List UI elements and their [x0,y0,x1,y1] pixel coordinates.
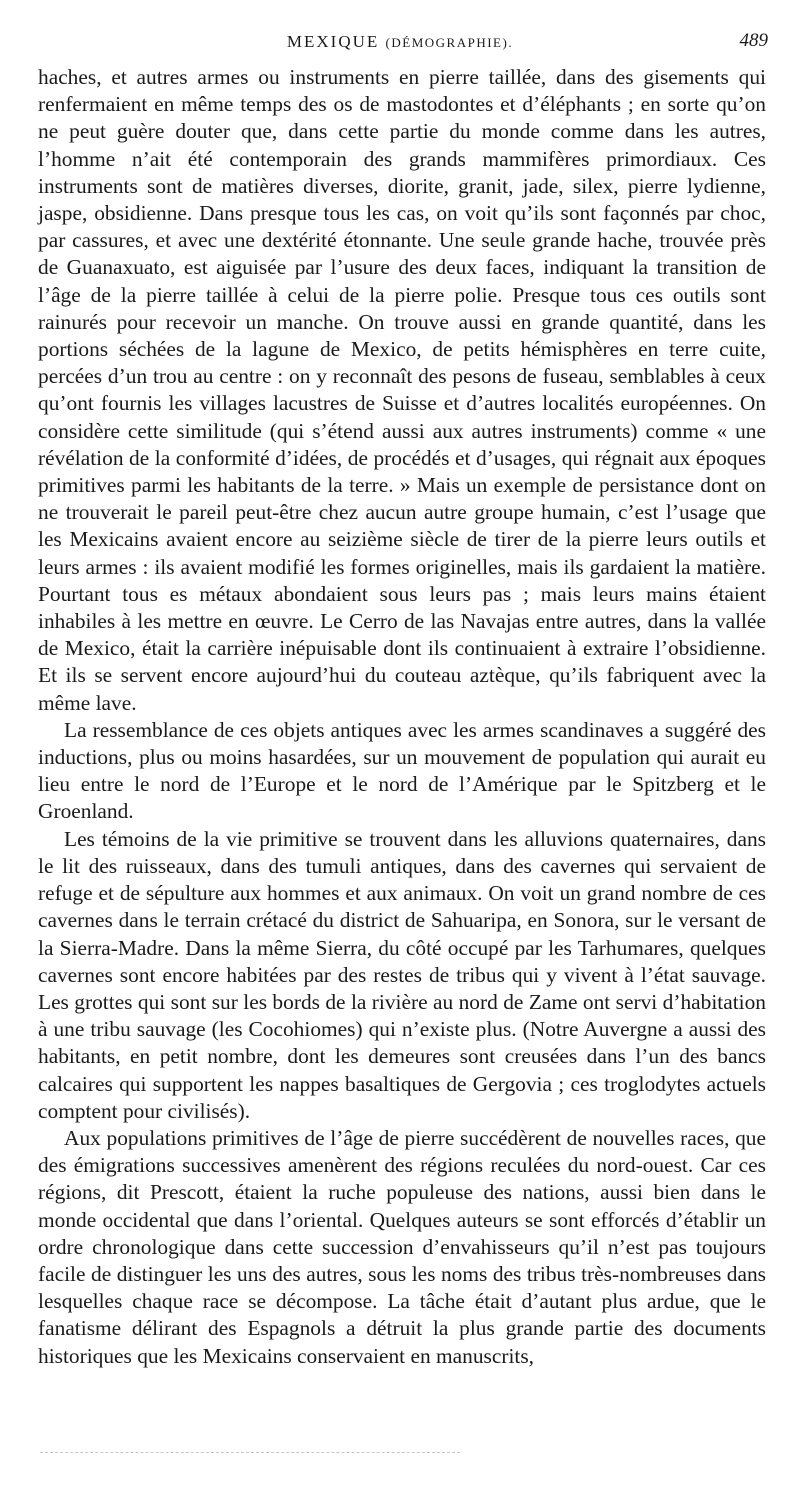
body-text [38,64,766,1370]
running-header [0,30,800,56]
running-title [0,32,800,52]
footer-rule [40,1452,460,1453]
page-number: 489 [739,30,768,51]
paragraph: Aux populations primitives de l’âge de pierre succédèrent de nouvelles races, que des émigrations successives amenèrent des régions reculées du nord-ouest. Car ces régions, dit Prescott, étaient la ruche populeuse des nations, aussi bien dans le monde occidental que dans l’oriental. Quelques auteurs se sont efforcés d’établir un ordre chronologique dans cette succession d’envahisseurs qu’il n’est pas toujours facile de distinguer les uns des autres, sous les noms des tribus très-nombreuses dans lesquelles chaque race se décompose. La tâche était d’autant plus ardue, que le fanatisme délirant des Espagnols a détruit la plus grande partie des documents historiques que les Mexicains conservaient en manuscrits, [38,1125,766,1368]
paragraph: La ressemblance de ces objets antiques avec les armes scandinaves a suggéré des inductions, plus ou moins hasardées, sur un mouvement de population qui aurait eu lieu entre le nord de l’Europe et le nord de l’Amérique par le Spitzberg et le Groenland. [38,717,766,824]
header-subtitle: (DÉMOGRAPHIE). [385,35,514,50]
paragraph: Les témoins de la vie primitive se trouvent dans les alluvions quaternaires, dans le lit des ruisseaux, dans des tumuli antiques, dans des cavernes qui servaient de refuge et de sépulture aux hommes et aux animaux. On voit un grand nombre de ces cavernes dans le terrain crétacé du district de Sahuaripa, en Sonora, sur le versant de la Sierra-Madre. Dans la même Sierra, du côté occupé par les Tarhumares, quelques cavernes sont encore habitées par des restes de tribus qui y vivent à l’état sauvage. Les grottes qui sont sur les bords de la rivière au nord de Zame ont servi d’habitation à une tribu sauvage (les Cocohiomes) qui n’existe plus. (Notre Auvergne a aussi des habitants, en petit nombre, dont les demeures sont creusées dans l’un des bancs calcaires qui supportent les nappes basaltiques de Gergovia ; ces troglodytes actuels comptent pour civilisés). [38,826,766,1123]
paragraph: haches, et autres armes ou instruments en pierre taillée, dans des gisements qui renfermaient en même temps des os de mastodontes et d’éléphants ; en sorte qu’on ne peut guère douter que, dans cette partie du monde comme dans les autres, l’homme n’ait été contemporain des grands mammifères primordiaux. Ces instruments sont de matières diverses, diorite, granit, jade, silex, pierre lydienne, jaspe, obsidienne. Dans presque tous les cas, on voit qu’ils sont façonnés par choc, par cassures, et avec une dextérité étonnante. Une seule grande hache, trouvée près de Guanaxuato, est aiguisée par l’usure des deux faces, indiquant la transition de l’âge de la pierre taillée à celui de la pierre polie. Presque tous ces outils sont rainurés pour recevoir un manche. On trouve aussi en grande quantité, dans les portions séchées de la lagune de Mexico, de petits hémisphères en terre cuite, percées d’un trou au centre : on y reconnaît des pesons de fuseau, semblables à ceux qu’ont fournis les villages lacustres de Suisse et d’autres localités européennes. On considère cette similitude (qui s’étend aussi aux autres instruments) comme « une révélation de la conformité d’idées, de procédés et d’usages, qui régnait aux époques primitives parmi les habitants de la terre. » Mais un exemple de persistance dont on ne trouverait le pareil peut-être chez aucun autre groupe humain, c’est l’usage que les Mexicains avaient encore au seizième siècle de tirer de la pierre leurs outils et leurs armes : ils avaient modifié les formes originelles, mais ils gardaient la matière. Pourtant tous es métaux abondaient sous leurs pas ; mais leurs mains étaient inhabiles à les mettre en œuvre. Le Cerro de las Navajas entre autres, dans la vallée de Mexico, était la carrière inépuisable dont ils continuaient à extraire l’obsidienne. Et ils se servent encore aujourd’hui du couteau aztèque, qu’ils fabriquent avec la même lave. [38,65,766,715]
header-title: MEXIQUE [286,32,380,51]
